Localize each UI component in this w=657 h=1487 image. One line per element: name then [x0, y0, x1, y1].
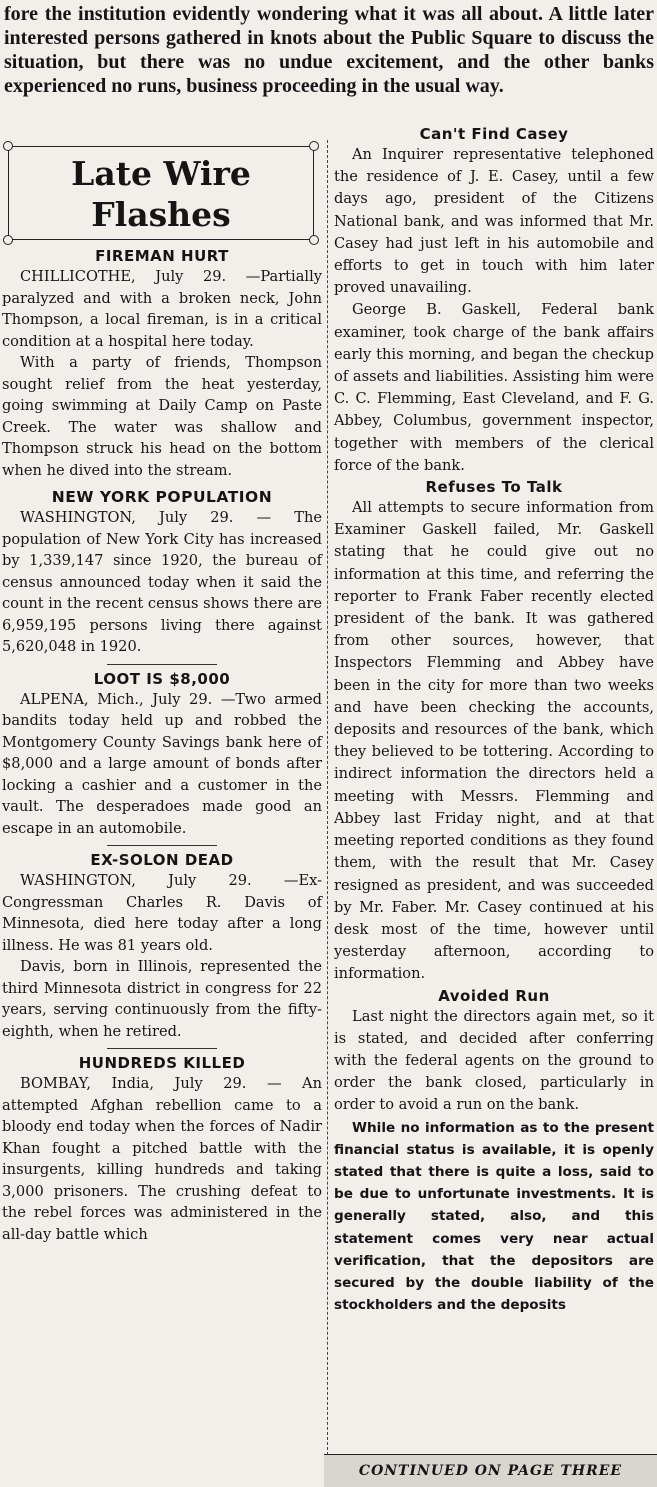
paragraph: ALPENA, Mich., July 29. —Two armed bandits today held up and robbed the Montgomery County Savings bank here of $8,000 and a large amount of bonds after locking a cashier and a customer in the vault. The desperadoes made good an escape in an automobile.: [2, 690, 322, 837]
divider-rule: [107, 664, 217, 665]
story-avoided-run: [334, 986, 654, 1317]
box-title-line1: Late Wire: [71, 154, 251, 193]
corner-ornament-icon: [309, 235, 319, 245]
headline: LOOT IS $8,000: [93, 669, 231, 688]
story-ex-solon-dead: [2, 850, 322, 1042]
lead-paragraph: [4, 2, 654, 98]
subhead: Can't Find Casey: [419, 125, 569, 143]
paragraph: With a party of friends, Thompson sought relief from the heat yesterday, going swimming at Daily Camp on Paste Creek. The water was shallow and Thompson struck his head on the bottom when he dived into the stream.: [2, 354, 322, 479]
paragraph: CHILLICOTHE, July 29. —Partially paralyzed and with a broken neck, John Thompson, a local fireman, is in a critical condition at a hospital here today.: [2, 268, 322, 350]
corner-ornament-icon: [3, 235, 13, 245]
headline: EX-SOLON DEAD: [90, 851, 234, 869]
divider-rule: [107, 1048, 217, 1049]
paragraph: Last night the directors again met, so it is stated, and decided after conferring with the federal agents on the ground to order the bank closed, particularly in order to avoid a run on the bank.: [334, 1007, 654, 1114]
paragraph: All attempts to secure information from Examiner Gaskell failed, Mr. Gaskell stating that he could give out no information at this time, and referring the reporter to Frank Faber recently elected president of the bank. It was gathered from other sources, however, that Inspectors Flemming and Abbey have been in the city for more than two weeks and have been checking the accounts, deposits and resources of the bank, which they believed to be tottering. According to indirect information the directors held a meeting with Messrs. Flemming and Abbey last Friday night, and at that meeting reported conditions as they found them, with the result that Mr. Casey resigned as president, and was succeeded by Mr. Faber. Mr. Casey continued at his desk most of the time, however until yesterday afternoon, according to information.: [334, 499, 654, 983]
subhead: Refuses To Talk: [425, 478, 563, 497]
corner-ornament-icon: [309, 141, 319, 151]
divider-rule: [107, 845, 217, 846]
paragraph: An Inquirer representative telephoned the residence of J. E. Casey, until a few days ago, president of the Citizens National bank, and was informed that Mr. Casey had just left in his automobile and efforts to get in touch with him later proved unavailing.: [334, 146, 654, 297]
story-hundreds-killed: [2, 1053, 322, 1245]
story-refuses-to-talk: [334, 477, 654, 985]
paragraph: WASHINGTON, July 29. — The population of New York City has increased by 1,339,147 since 1920, the bureau of census announced today when it said the count in the recent census shows there are 6,959,195 persons living there against 5,620,048 in 1920.: [2, 509, 322, 655]
headline: NEW YORK POPULATION: [51, 488, 273, 506]
paragraph: BOMBAY, India, July 29. — An attempted Afghan rebellion came to a bloody end today when the forces of Nadir Khan fought a pitched battle with the insurgents, killing hundreds and taking 3,000 prisoners. The crushing defeat to the rebel forces was administered in the all-day battle which: [2, 1075, 322, 1243]
paragraph: While no information as to the present financial status is available, it is openly stated that there is quite a loss, said to be due to unfortunate investments. It is generally stated, also, and this statement comes very near actual verification, that the depositors are secured by the double liability of the stockholders and the deposits: [334, 1119, 654, 1314]
lead-text: fore the institution evidently wondering what it was all about. A little later interested persons gathered in knots about the Public Square to discuss the situation, but there was no undue excitement, and the other banks experienced no runs, business proceeding in the usual way.: [4, 3, 654, 97]
paragraph: Davis, born in Illinois, represented the third Minnesota district in congress for 22 years, serving continuously from the fifty-eighth, when he retired.: [2, 958, 322, 1040]
continued-banner: CONTINUED ON PAGE THREE: [324, 1454, 657, 1487]
subhead: Avoided Run: [438, 986, 550, 1005]
paragraph: George B. Gaskell, Federal bank examiner, took charge of the bank affairs early this morning, and began the checkup of assets and liabilities. Assisting him were C. C. Flemming, East Cleveland, and F. G. Abbey, Columbus, government inspector, together with members of the clerical force of the bank.: [334, 301, 654, 474]
story-loot: [2, 669, 322, 840]
story-fireman-hurt: [2, 246, 322, 481]
story-new-york-population: [2, 487, 322, 658]
left-column: [2, 138, 322, 1251]
box-title-line2: Flashes: [91, 195, 231, 234]
column-divider: [327, 140, 328, 1475]
headline: FIREMAN HURT: [95, 247, 229, 265]
paragraph: WASHINGTON, July 29. —Ex-Congressman Charles R. Davis of Minnesota, died here today after a long illness. He was 81 years old.: [2, 872, 322, 954]
late-wire-flashes-box: [8, 146, 314, 240]
corner-ornament-icon: [3, 141, 13, 151]
bold-paragraph-block: [334, 1117, 654, 1317]
headline: HUNDREDS KILLED: [78, 1054, 246, 1072]
right-column: [334, 124, 654, 1316]
story-cant-find-casey: [334, 124, 654, 477]
